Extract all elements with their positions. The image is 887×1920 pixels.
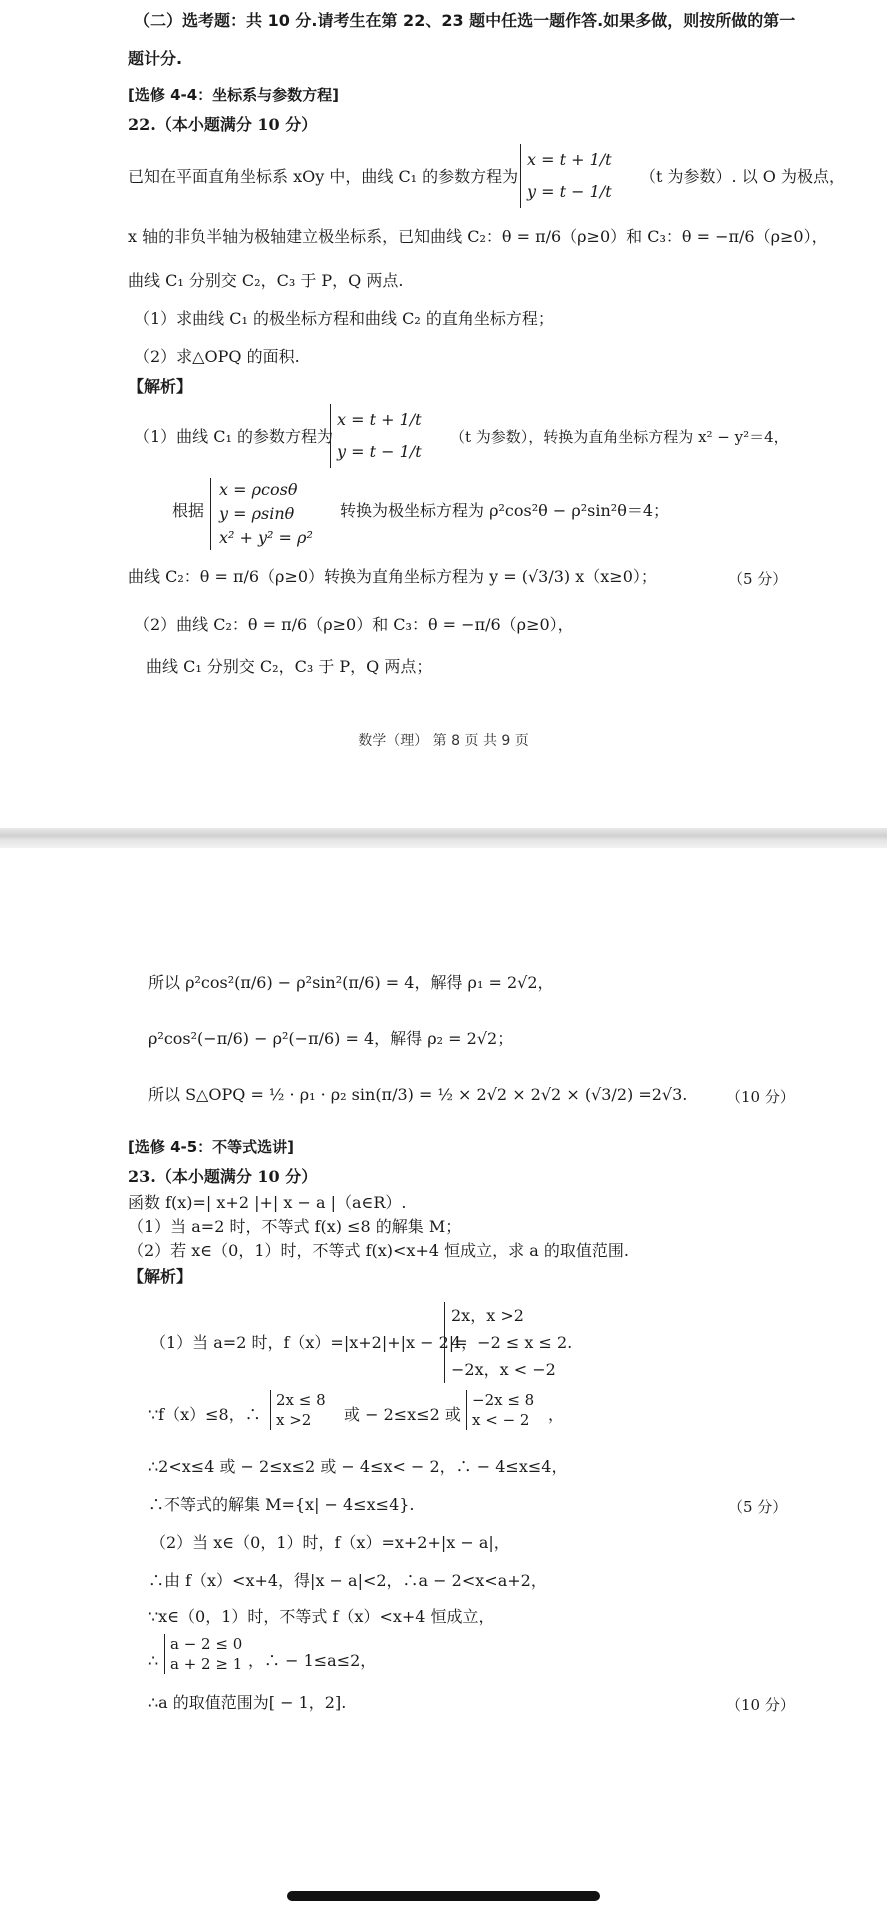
cont-line-3: 所以 S△OPQ = ½ · ρ₁ · ρ₂ sin(π/3) = ½ × 2√2 × 2√2 × (√3/2) =2√3. — [148, 1085, 688, 1104]
document-page-9 — [0, 848, 887, 1920]
solution-3: 曲线 C₂：θ = π/6（ρ≥0）转换为直角坐标方程为 y = (√3/3) x（x≥0）； — [128, 567, 657, 586]
question-23-title: 23.（本小题满分 10 分） — [128, 1167, 318, 1186]
page-footer: 数学（理） 第 8 页 共 9 页 — [358, 733, 529, 749]
analysis-label: 【解析】 — [128, 1267, 193, 1286]
piecewise-case: 2x，x >2 — [451, 1306, 524, 1325]
q22-param-system — [520, 144, 612, 208]
sol-sys-line: y = t − 1/t — [337, 442, 422, 461]
solution-5: 曲线 C₁ 分别交 C₂，C₃ 于 P，Q 两点； — [146, 657, 433, 676]
system-line: x >2 — [276, 1411, 312, 1429]
q23-part-2: （2）若 x∈（0，1）时，不等式 f(x)<x+4 恒成立，求 a 的取值范围. — [128, 1241, 629, 1260]
system-line: x < − 2 — [472, 1411, 530, 1429]
document-page-8 — [0, 0, 887, 828]
question-22-title: 22.（本小题满分 10 分） — [128, 115, 318, 134]
piecewise-case: −2x，x < −2 — [451, 1360, 556, 1379]
q22-sys-line: y = t − 1/t — [527, 182, 612, 201]
range-system — [164, 1634, 242, 1674]
cont-line-2: ρ²cos²(−π/6) − ρ²(−π/6) = 4，解得 ρ₂ = 2√2； — [148, 1029, 514, 1048]
section-header-cont: 题计分. — [128, 49, 183, 68]
elective-title: [选修 4-5：不等式选讲] — [128, 1138, 295, 1156]
s8-lead: ∴ — [148, 1651, 159, 1670]
s1-lead: （1）当 a=2 时，f（x）=|x+2|+|x − 2|= — [150, 1333, 468, 1352]
s4-line: ∴不等式的解集 M={x| − 4≤x≤4}. — [148, 1495, 415, 1514]
s9-line: ∴a 的取值范围为[ − 1，2]. — [148, 1693, 347, 1712]
score-mark: （5 分） — [728, 570, 788, 588]
solution-2b: 转换为极坐标方程为 ρ²cos²θ − ρ²sin²θ＝4； — [340, 501, 670, 520]
score-mark: （5 分） — [728, 1498, 788, 1516]
conversion-system — [210, 478, 313, 550]
s2-mid: 或 − 2≤x≤2 或 — [344, 1405, 461, 1424]
page-divider — [0, 828, 887, 848]
system-line: a + 2 ≥ 1 — [170, 1655, 243, 1673]
s5-line: （2）当 x∈（0，1）时，f（x）=x+2+|x − a|， — [150, 1533, 510, 1552]
s7-line: ∵x∈（0，1）时，不等式 f（x）<x+4 恒成立， — [148, 1607, 495, 1626]
score-mark: （10 分） — [726, 1088, 795, 1106]
solution-1a: （1）曲线 C₁ 的参数方程为 — [134, 427, 334, 446]
elective-title: [选修 4-4：坐标系与参数方程] — [128, 86, 340, 104]
q22-part-2: （2）求△OPQ 的面积. — [134, 347, 300, 366]
piecewise-function — [444, 1302, 572, 1383]
s3-line: ∴2<x≤4 或 − 2≤x≤2 或 − 4≤x< − 2，∴ − 4≤x≤4， — [148, 1457, 568, 1476]
q22-text-1a: 已知在平面直角坐标系 xOy 中，曲线 C₁ 的参数方程为 — [128, 167, 519, 186]
inequality-system-2 — [466, 1390, 534, 1430]
q23-part-1: （1）当 a=2 时，不等式 f(x) ≤8 的解集 M； — [128, 1217, 462, 1236]
system-line: 2x ≤ 8 — [276, 1391, 326, 1409]
solution-1b: （t 为参数），转换为直角坐标方程为 x² − y²＝4， — [450, 428, 789, 446]
cont-line-1: 所以 ρ²cos²(π/6) − ρ²sin²(π/6) = 4，解得 ρ₁ = 2√2， — [148, 973, 554, 992]
home-indicator[interactable] — [287, 1891, 600, 1901]
solution-param-system — [330, 404, 422, 468]
s2-lead: ∵f（x）≤8，∴ — [148, 1405, 261, 1424]
solution-4: （2）曲线 C₂：θ = π/6（ρ≥0）和 C₃：θ = −π/6（ρ≥0）， — [134, 615, 574, 634]
conv-line: x = ρcosθ — [219, 480, 298, 499]
section-header: （二）选考题：共 10 分.请考生在第 22、23 题中任选一题作答.如果多做，则按所做的第一 — [134, 11, 796, 30]
inequality-system-1 — [270, 1390, 326, 1430]
q22-text-3: 曲线 C₁ 分别交 C₂，C₃ 于 P，Q 两点. — [128, 271, 404, 290]
q22-text-1b: （t 为参数）. 以 O 为极点， — [640, 167, 845, 186]
system-line: −2x ≤ 8 — [472, 1391, 535, 1409]
q22-part-1: （1）求曲线 C₁ 的极坐标方程和曲线 C₂ 的直角坐标方程； — [134, 309, 554, 328]
sol-sys-line: x = t + 1/t — [337, 410, 422, 429]
conv-line: y = ρsinθ — [219, 504, 295, 523]
piecewise-case: 4，−2 ≤ x ≤ 2. — [451, 1333, 573, 1352]
s8-tail: ，∴ − 1≤a≤2， — [248, 1651, 377, 1670]
solution-2-label: 根据 — [172, 501, 205, 520]
conv-line: x² + y² = ρ² — [219, 528, 313, 547]
system-line: a − 2 ≤ 0 — [170, 1635, 243, 1653]
s6-line: ∴由 f（x）<x+4，得|x − a|<2，∴a − 2<x<a+2， — [148, 1571, 547, 1590]
analysis-label: 【解析】 — [128, 377, 193, 396]
q22-sys-line: x = t + 1/t — [527, 150, 612, 169]
s2-tail: ， — [548, 1405, 565, 1424]
score-mark: （10 分） — [726, 1696, 795, 1714]
q23-function: 函数 f(x)=| x+2 |+| x − a |（a∈R）. — [128, 1193, 407, 1212]
q22-text-2: x 轴的非负半轴为极轴建立极坐标系，已知曲线 C₂：θ = π/6（ρ≥0）和 C₃：θ = −π/6（ρ≥0）， — [128, 227, 828, 246]
